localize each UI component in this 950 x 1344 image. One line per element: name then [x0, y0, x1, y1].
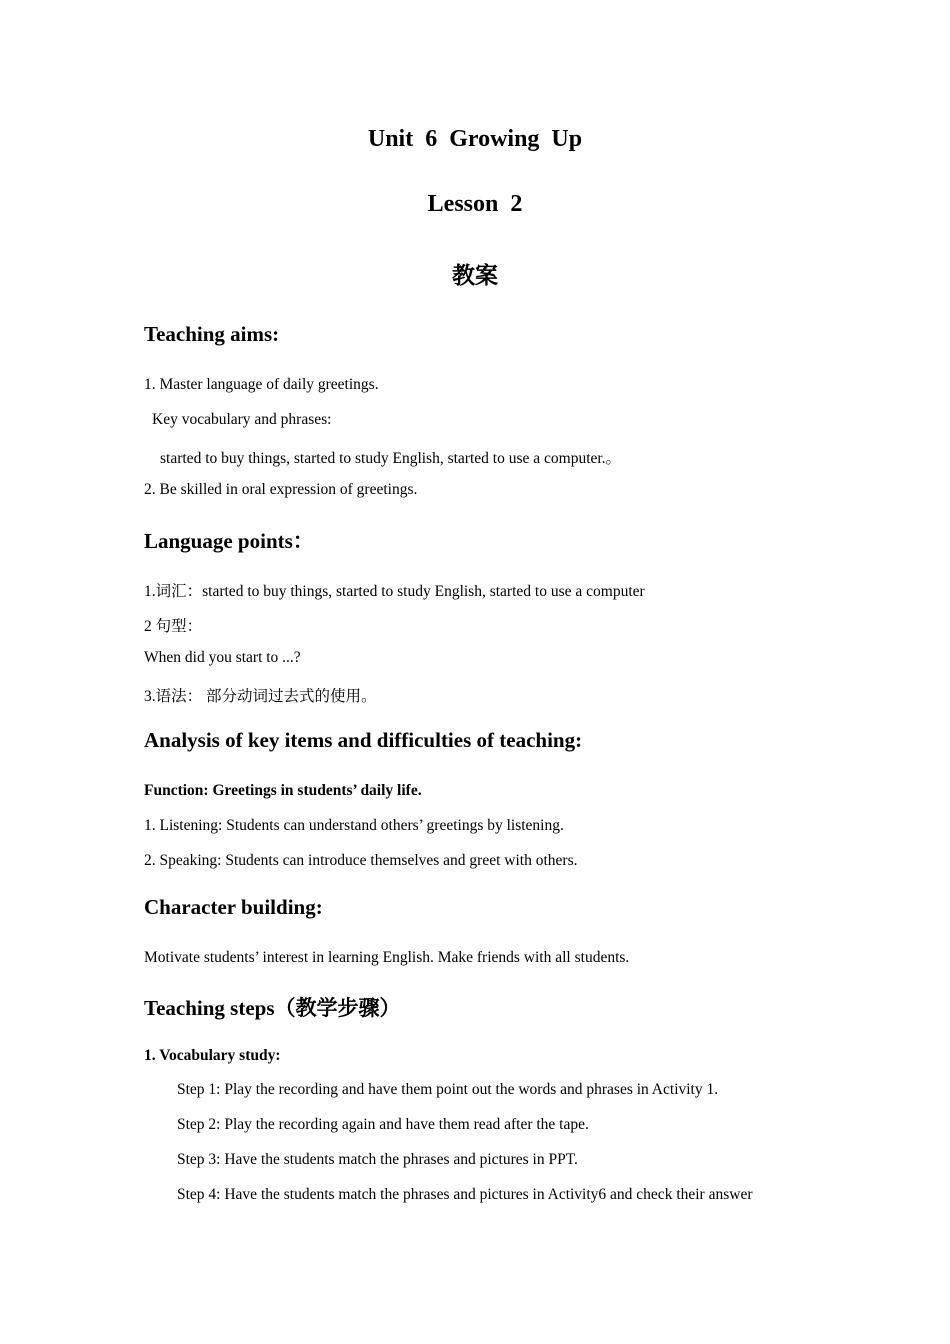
key-vocab-label: Key vocabulary and phrases: — [152, 411, 332, 428]
teaching-aim-item-2: 2. Be skilled in oral expression of greetings. — [144, 481, 418, 498]
teaching-step-2: Step 2: Play the recording again and have them read after the tape. — [177, 1116, 589, 1133]
teaching-aims-heading: Teaching aims: — [144, 322, 280, 346]
analysis-listening: 1. Listening: Students can understand others’ greetings by listening. — [144, 817, 564, 834]
analysis-function: Function: Greetings in students’ daily life. — [144, 782, 422, 799]
teaching-step-3: Step 3: Have the students match the phrases and pictures in PPT. — [177, 1151, 578, 1168]
teaching-step-1: Step 1: Play the recording and have them point out the words and phrases in Activity 1. — [177, 1081, 719, 1098]
language-point-vocab: 1.词汇：started to buy things, started to study English, started to use a computer — [144, 583, 645, 600]
key-vocab-phrases: started to buy things, started to study English, started to use a computer.。 — [160, 450, 622, 467]
teaching-step-4: Step 4: Have the students match the phrases and pictures in Activity6 and check their answer — [177, 1186, 753, 1203]
character-building-heading: Character building: — [144, 895, 323, 919]
doc-type-title: 教案 — [452, 263, 498, 289]
teaching-aim-item-1: 1. Master language of daily greetings. — [144, 376, 379, 393]
character-building-text: Motivate students’ interest in learning English. Make friends with all students. — [144, 949, 630, 966]
analysis-speaking: 2. Speaking: Students can introduce themselves and greet with others. — [144, 852, 578, 869]
language-point-sentence: When did you start to ...? — [144, 649, 301, 666]
language-point-grammar: 3.语法： 部分动词过去式的使用。 — [144, 688, 377, 705]
unit-title: Unit 6 Growing Up — [367, 126, 583, 152]
language-points-heading: Language points： — [144, 529, 314, 553]
analysis-heading: Analysis of key items and difficulties of teaching: — [144, 728, 583, 752]
vocabulary-study-heading: 1. Vocabulary study: — [144, 1047, 281, 1064]
lesson-title: Lesson 2 — [427, 191, 523, 217]
language-point-sentence-label: 2 句型： — [144, 618, 203, 635]
teaching-steps-heading: Teaching steps（教学步骤） — [144, 996, 401, 1020]
